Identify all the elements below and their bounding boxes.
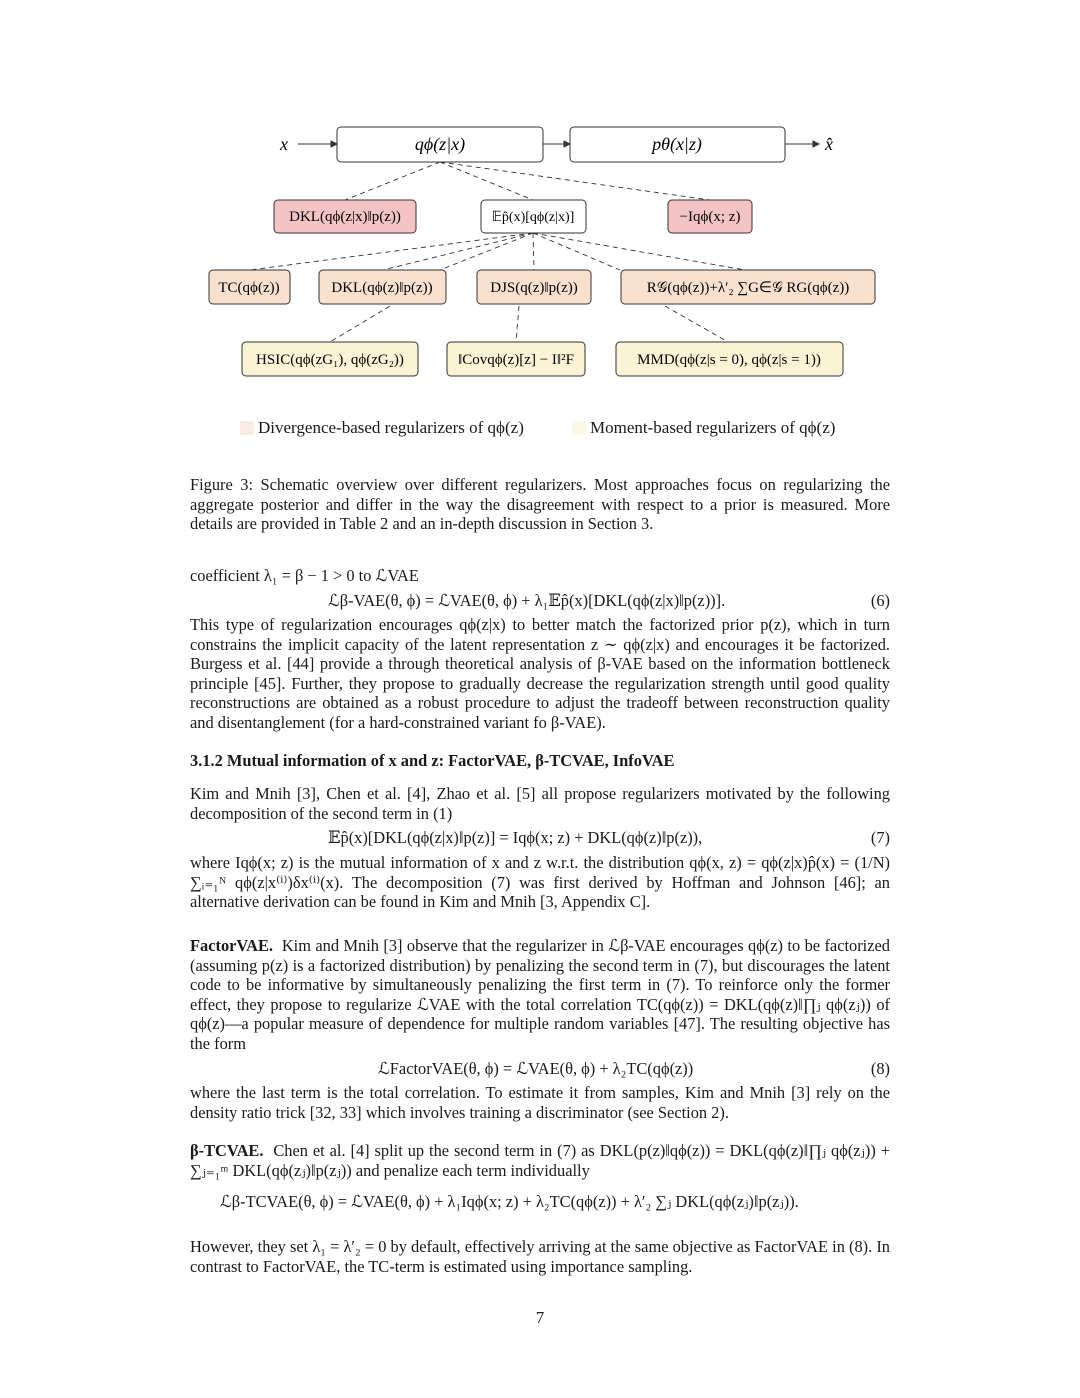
node-neg-mi: −Iqϕ(x; z) bbox=[679, 209, 741, 225]
paragraph-factorvae-text bbox=[190, 936, 890, 1053]
paragraph-factorvae bbox=[190, 936, 890, 1053]
node-mmd: MMD(qϕ(z|s = 0), qϕ(z|s = 1)) bbox=[637, 352, 821, 368]
caption-text: Figure 3: Schematic overview over different regularizers. Most approaches focus on regularizing the aggregate posterior and differ in the way the disagreement with respect to a prior is measured. More details are provided in Table 2 and an in-depth discussion in Section 3. bbox=[190, 475, 890, 533]
node-kl-conditional: DKL(qϕ(z|x)‖p(z)) bbox=[289, 209, 401, 225]
paragraph-default-setting bbox=[190, 1237, 890, 1276]
equation-6: ℒβ-VAE(θ, ϕ) = ℒVAE(θ, ϕ) + λ₁𝔼p̂(x)[DKL(qϕ(z|x)‖p(z))]. bbox=[328, 591, 726, 610]
paragraph-total-correlation bbox=[190, 1083, 890, 1122]
section-heading-3-1-2: 3.1.2 Mutual information of x and z: FactorVAE, β-TCVAE, InfoVAE bbox=[190, 751, 675, 770]
output-xhat-label: x̂ bbox=[825, 134, 833, 154]
coefficient-text: coefficient λ₁ = β − 1 > 0 to ℒVAE bbox=[190, 566, 419, 585]
equation-6-number: (6) bbox=[870, 591, 890, 610]
paragraph-mutual-info bbox=[190, 853, 890, 912]
node-tc: TC(qϕ(z)) bbox=[218, 280, 280, 296]
factorvae-label: FactorVAE. bbox=[190, 936, 274, 955]
paragraph-decomposition-text: Kim and Mnih [3], Chen et al. [4], Zhao et al. [5] all propose regularizers motivated by the following decomposition of the second term in (1) bbox=[190, 784, 890, 823]
node-expectation: 𝔼p̂(x)[qϕ(z|x)] bbox=[491, 210, 575, 225]
diagram-connectors bbox=[250, 162, 745, 342]
equation-7: 𝔼p̂(x)[DKL(qϕ(z|x)‖p(z)] = Iqϕ(x; z) + DKL(qϕ(z)‖p(z)), bbox=[328, 828, 703, 847]
btcvae-body: Chen et al. [4] split up the second term in (7) as DKL(p(z)‖qϕ(z)) = DKL(qϕ(z)‖∏ⱼ qϕ(zⱼ)) + ∑ⱼ₌₁ᵐ DKL(qϕ(zⱼ)‖p(zⱼ)) and penalize each term individually bbox=[190, 1141, 890, 1180]
factorvae-body: Kim and Mnih [3] observe that the regularizer in ℒβ-VAE encourages qϕ(z) to be factorized (assuming p(z) is a factorized distribution) by penalizing the second term in (7), but discourages the latent code to be informative by simultaneously penalizing the first term in (7). To reinforce only the former effect, they propose to regularize ℒVAE with the total correlation TC(qϕ(z)) = DKL(qϕ(z)‖∏ⱼ qϕ(zⱼ)) of qϕ(z)—a popular measure of dependence for multiple random variables [47]. The resulting objective has the form bbox=[190, 936, 890, 1053]
paragraph-default-setting-text: However, they set λ₁ = λ′₂ = 0 by default, effectively arriving at the same objective as FactorVAE in (8). In contrast to FactorVAE, the TC-term is estimated using importance sampling. bbox=[190, 1237, 890, 1276]
legend-moment-label: Moment-based regularizers of qϕ(z) bbox=[590, 418, 836, 437]
regularizer-diagram bbox=[0, 0, 1080, 400]
legend-divergence-swatch bbox=[240, 421, 254, 435]
paragraph-beta-vae bbox=[190, 615, 890, 732]
legend-moment-swatch bbox=[572, 421, 586, 435]
encoder-label: qϕ(z|x) bbox=[414, 134, 466, 154]
paragraph-decomposition bbox=[190, 784, 890, 823]
equation-7-number: (7) bbox=[870, 828, 890, 847]
paragraph-beta-tcvae bbox=[190, 1141, 890, 1180]
paragraph-beta-tcvae-text bbox=[190, 1141, 890, 1180]
node-js: DJS(q(z)‖p(z)) bbox=[490, 280, 578, 296]
paragraph-total-correlation-text: where the last term is the total correlation. To estimate it from samples, Kim and Mnih [3] rely on the density ratio trick [32, 33] which involves training a discriminator (see Section 2). bbox=[190, 1083, 890, 1122]
page-number: 7 bbox=[535, 1308, 545, 1327]
equation-8-number: (8) bbox=[870, 1059, 890, 1078]
btcvae-label: β-TCVAE. bbox=[190, 1141, 264, 1160]
node-kl-aggregate: DKL(qϕ(z)‖p(z)) bbox=[331, 280, 433, 296]
node-cov: ‖Covqϕ(z)[z] − I‖²F bbox=[458, 352, 574, 368]
node-hsic: HSIC(qϕ(zG₁), qϕ(zG₂)) bbox=[256, 352, 404, 368]
paragraph-beta-vae-text: This type of regularization encourages qϕ(z|x) to better match the factorized prior p(z), which in turn constrains the implicit capacity of the latent representation z ∼ qϕ(z|x) and encourages it be factorized. Burgess et al. [44] provide a through theoretical analysis of β-VAE based on the information bottleneck principle [45]. Further, they propose to gradually decrease the regularization strength until good quality reconstructions are obtained as a robust procedure to adjust the tradeoff between reconstruction quality and disentanglement (for a hard-constrained variant fo β-VAE). bbox=[190, 615, 890, 732]
coefficient-line bbox=[190, 566, 890, 586]
equation-8: ℒFactorVAE(θ, ϕ) = ℒVAE(θ, ϕ) + λ₂TC(qϕ(z)) bbox=[378, 1059, 694, 1078]
legend-moment bbox=[572, 418, 835, 438]
paragraph-mutual-info-text: where Iqϕ(x; z) is the mutual information of x and z w.r.t. the distribution qϕ(x, z) = qϕ(z|x)p̂(x) = (1/N) ∑ᵢ₌₁ᴺ qϕ(z|x⁽ⁱ⁾)δx⁽ⁱ⁾(x). The decomposition (7) was first derived by Hoffman and Johnson [46]; an alternative derivation can be found in Kim and Mnih [3, Appendix C]. bbox=[190, 853, 890, 911]
decoder-label: pθ(x|z) bbox=[652, 134, 702, 154]
equation-9: ℒβ-TCVAE(θ, ϕ) = ℒVAE(θ, ϕ) + λ₁Iqϕ(x; z) + λ₂TC(qϕ(z)) + λ′₂ ∑ⱼ DKL(qϕ(zⱼ)‖p(zⱼ)). bbox=[220, 1192, 799, 1211]
node-group-regularizer: R𝒢(qϕ(z))+λ′₂ ∑G∈𝒢 RG(qϕ(z)) bbox=[646, 280, 850, 296]
input-x-label: x bbox=[280, 134, 288, 154]
legend-divergence bbox=[240, 418, 524, 438]
legend-divergence-label: Divergence-based regularizers of qϕ(z) bbox=[258, 418, 524, 437]
figure-caption bbox=[190, 475, 890, 534]
